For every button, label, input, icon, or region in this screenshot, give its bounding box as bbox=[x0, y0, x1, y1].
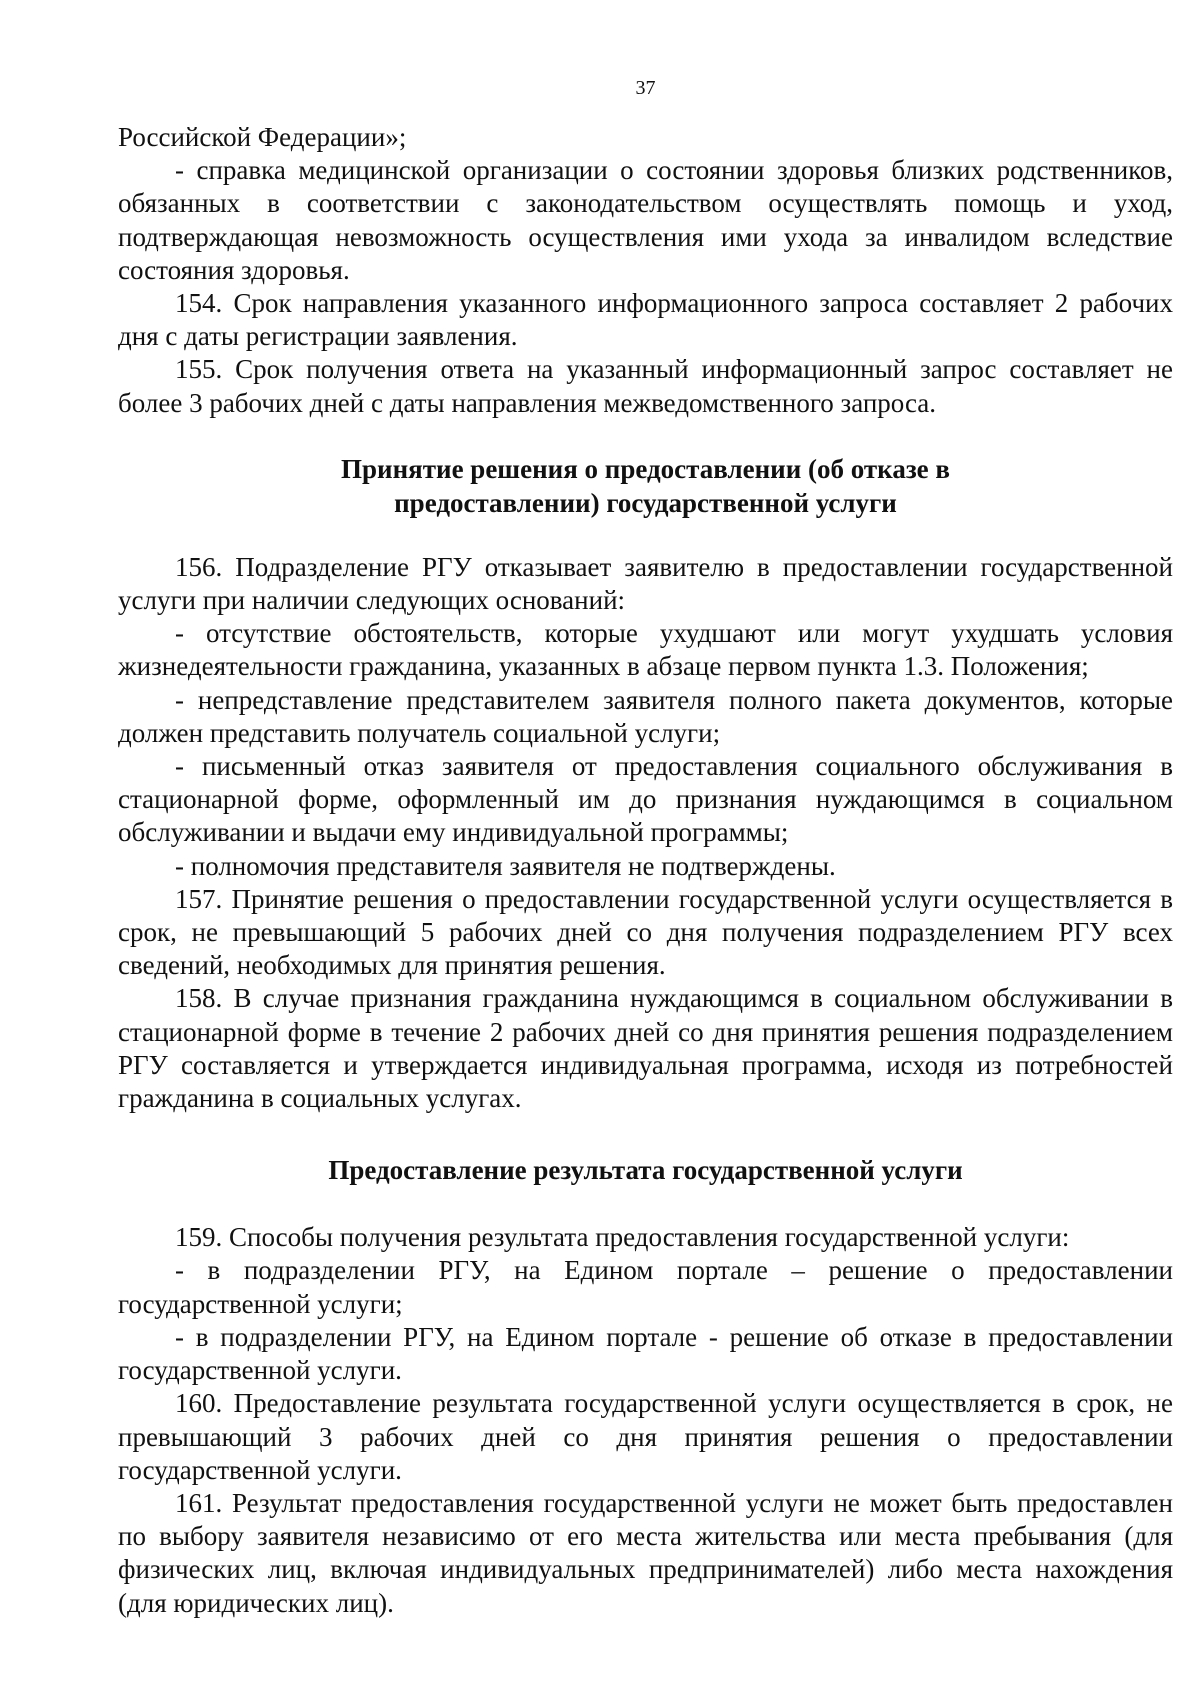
page-number: 37 bbox=[635, 77, 656, 99]
paragraph: - непредставление представителем заявителя полного пакета документов, которые должен представить получатель социальной услуги; bbox=[118, 684, 1173, 748]
paragraph: - в подразделении РГУ, на Едином портале - решение об отказе в предоставлении государственной услуги. bbox=[118, 1321, 1173, 1386]
paragraph: - в подразделении РГУ, на Едином портале – решение о предоставлении государственной услуги; bbox=[118, 1255, 1173, 1319]
document-body bbox=[118, 121, 1173, 1620]
paragraph: 156. Подразделение РГУ отказывает заявителю в предоставлении государственной услуги при наличии следующих оснований: bbox=[118, 551, 1173, 616]
section-heading: Предоставление результата государственной услуги bbox=[328, 1155, 963, 1186]
paragraph: - отсутствие обстоятельств, которые ухудшают или могут ухудшать условия жизнедеятельности гражданина, указанных в абзаце первом пункта 1.3. Положения; bbox=[118, 618, 1173, 682]
section-heading-line: Принятие решения о предоставлении (об отказе в bbox=[341, 453, 950, 484]
paragraph: - справка медицинской организации о состоянии здоровья близких родственников, обязанных в соответствии с законодательством осуществлять помощь и уход, подтверждающая невозможность осуществления ими ухода за инвалидом вследствие состояния здоровья. bbox=[118, 155, 1173, 285]
paragraph: 155. Срок получения ответа на указанный информационный запрос составляет не более 3 рабочих дней с даты направления межведомственного запроса. bbox=[118, 354, 1173, 418]
paragraph: Российской Федерации»; bbox=[118, 122, 407, 152]
paragraph: 157. Принятие решения о предоставлении государственной услуги осуществляется в срок, не превышающий 5 рабочих дней со дня получения подразделением РГУ всех сведений, необходимых для принятия решения. bbox=[118, 883, 1173, 981]
paragraph: 160. Предоставление результата государственной услуги осуществляется в срок, не превышающий 3 рабочих дней со дня принятия решения о предоставлении государственной услуги. bbox=[118, 1388, 1173, 1485]
section-heading-line: предоставлении) государственной услуги bbox=[394, 487, 897, 518]
section-heading bbox=[118, 452, 1173, 520]
paragraph: 159. Способы получения результата предоставления государственной услуги: bbox=[175, 1222, 1070, 1253]
paragraph: - письменный отказ заявителя от предоставления социального обслуживания в стационарной форме, оформленный им до признания нуждающимся в социальном обслуживании и выдачи ему индивидуальной программы; bbox=[118, 751, 1173, 848]
paragraph: - полномочия представителя заявителя не подтверждены. bbox=[175, 850, 836, 881]
paragraph: 161. Результат предоставления государственной услуги не может быть предоставлен по выбору заявителя независимо от его места жительства или места пребывания (для физических лиц, включая индивидуальных предпринимателей) либо места нахождения (для юридических лиц). bbox=[118, 1487, 1173, 1618]
paragraph: 154. Срок направления указанного информационного запроса составляет 2 рабочих дня с даты регистрации заявления. bbox=[118, 288, 1173, 352]
paragraph: 158. В случае признания гражданина нуждающимся в социальном обслуживании в стационарной форме в течение 2 рабочих дней со дня принятия решения подразделением РГУ составляется и утверждается индивидуальная программа, исходя из потребностей гражданина в социальных услугах. bbox=[118, 983, 1173, 1114]
